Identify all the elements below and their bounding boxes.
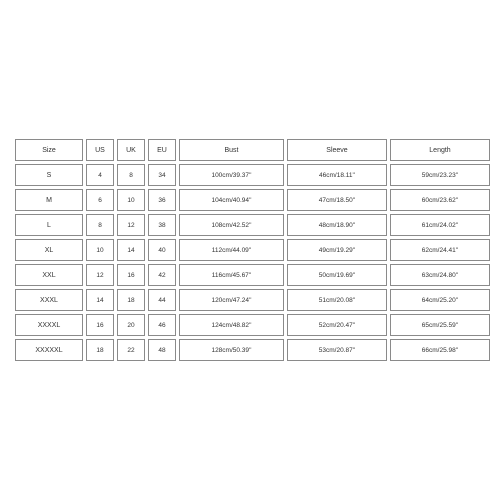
header-size: Size <box>15 139 83 161</box>
cell-bust: 116cm/45.67'' <box>179 264 284 286</box>
cell-sleeve: 47cm/18.50'' <box>287 189 387 211</box>
header-length: Length <box>390 139 490 161</box>
cell-size: S <box>15 164 83 186</box>
cell-uk: 10 <box>117 189 145 211</box>
cell-us: 10 <box>86 239 114 261</box>
cell-uk: 8 <box>117 164 145 186</box>
table-row <box>15 239 490 261</box>
cell-uk: 12 <box>117 214 145 236</box>
table-row <box>15 264 490 286</box>
cell-bust: 120cm/47.24'' <box>179 289 284 311</box>
table-row <box>15 189 490 211</box>
cell-sleeve: 46cm/18.11'' <box>287 164 387 186</box>
cell-size: XXL <box>15 264 83 286</box>
cell-length: 59cm/23.23'' <box>390 164 490 186</box>
cell-eu: 42 <box>148 264 176 286</box>
cell-us: 12 <box>86 264 114 286</box>
cell-sleeve: 52cm/20.47'' <box>287 314 387 336</box>
cell-size: XL <box>15 239 83 261</box>
size-chart-table <box>12 136 493 364</box>
cell-length: 60cm/23.62'' <box>390 189 490 211</box>
cell-uk: 20 <box>117 314 145 336</box>
cell-eu: 48 <box>148 339 176 361</box>
cell-sleeve: 49cm/19.29'' <box>287 239 387 261</box>
cell-length: 65cm/25.59'' <box>390 314 490 336</box>
header-us: US <box>86 139 114 161</box>
table-row <box>15 164 490 186</box>
cell-us: 6 <box>86 189 114 211</box>
cell-bust: 112cm/44.09'' <box>179 239 284 261</box>
header-sleeve: Sleeve <box>287 139 387 161</box>
cell-eu: 34 <box>148 164 176 186</box>
header-row <box>15 139 490 161</box>
cell-us: 4 <box>86 164 114 186</box>
cell-length: 62cm/24.41'' <box>390 239 490 261</box>
cell-us: 14 <box>86 289 114 311</box>
cell-size: XXXXXL <box>15 339 83 361</box>
cell-sleeve: 51cm/20.08'' <box>287 289 387 311</box>
cell-us: 8 <box>86 214 114 236</box>
header-uk: UK <box>117 139 145 161</box>
cell-bust: 100cm/39.37'' <box>179 164 284 186</box>
cell-size: L <box>15 214 83 236</box>
cell-length: 63cm/24.80'' <box>390 264 490 286</box>
table-row <box>15 314 490 336</box>
cell-us: 18 <box>86 339 114 361</box>
table-row <box>15 339 490 361</box>
cell-uk: 18 <box>117 289 145 311</box>
cell-uk: 14 <box>117 239 145 261</box>
table-row <box>15 289 490 311</box>
header-bust: Bust <box>179 139 284 161</box>
cell-us: 16 <box>86 314 114 336</box>
cell-uk: 22 <box>117 339 145 361</box>
cell-eu: 40 <box>148 239 176 261</box>
cell-sleeve: 50cm/19.69'' <box>287 264 387 286</box>
header-eu: EU <box>148 139 176 161</box>
cell-eu: 44 <box>148 289 176 311</box>
cell-eu: 36 <box>148 189 176 211</box>
cell-length: 66cm/25.98'' <box>390 339 490 361</box>
cell-bust: 108cm/42.52'' <box>179 214 284 236</box>
cell-bust: 104cm/40.94'' <box>179 189 284 211</box>
cell-sleeve: 53cm/20.87'' <box>287 339 387 361</box>
cell-eu: 38 <box>148 214 176 236</box>
cell-length: 61cm/24.02'' <box>390 214 490 236</box>
cell-size: XXXL <box>15 289 83 311</box>
cell-size: XXXXL <box>15 314 83 336</box>
table-row <box>15 214 490 236</box>
cell-length: 64cm/25.20'' <box>390 289 490 311</box>
cell-bust: 124cm/48.82'' <box>179 314 284 336</box>
cell-bust: 128cm/50.39'' <box>179 339 284 361</box>
cell-eu: 46 <box>148 314 176 336</box>
cell-size: M <box>15 189 83 211</box>
cell-uk: 16 <box>117 264 145 286</box>
cell-sleeve: 48cm/18.90'' <box>287 214 387 236</box>
